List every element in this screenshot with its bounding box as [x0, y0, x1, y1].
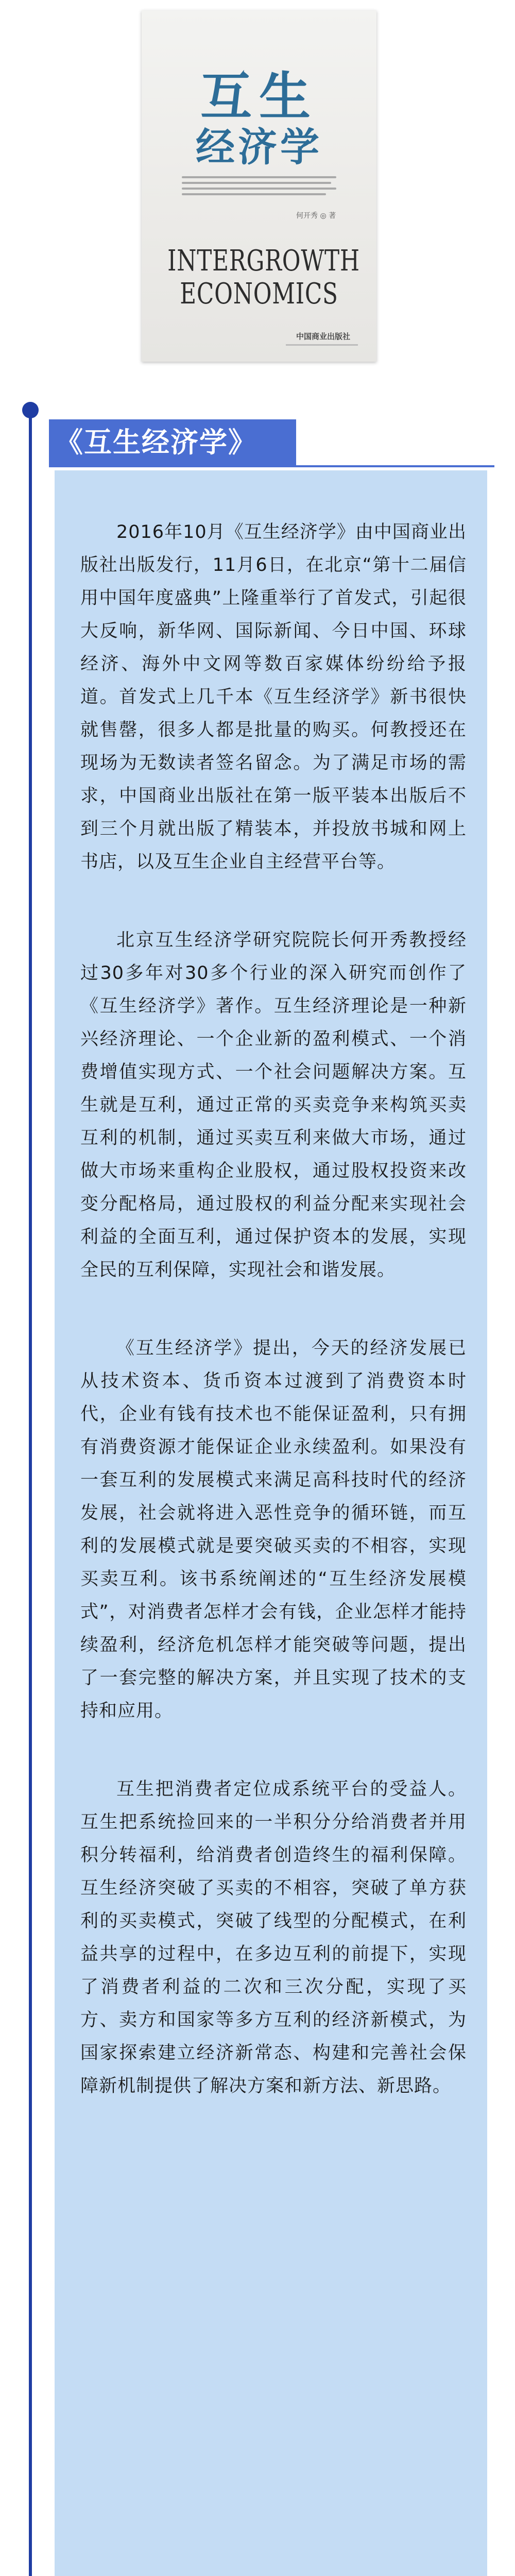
heading-underline: [49, 465, 494, 467]
cover-subtitle: 经济学: [196, 124, 322, 170]
cover-english-title: INTERGROWTH ECONOMICS: [167, 244, 360, 311]
section-heading: 《互生经济学》: [49, 419, 296, 466]
timeline-line: [29, 404, 32, 2576]
paragraph-4: 互生把消费者定位成系统平台的受益人。互生把系统捡回来的一半积分分给消费者并用积分转福利，给消费者创造终生的福利保障。互生经济突破了买卖的不相容，突破了单方获利的买卖模式，突破了线型的分配模式，在利益共享的过程中，在多边互利的前提下，实现了消费者利益的二次和三次分配，实现了买方、卖方和国家等多方互利的经济新模式，为国家探索建立经济新常态、构建和完善社会保障新机制提供了解决方案和新方法、新思路。: [80, 1779, 467, 2096]
paragraph-1: 2016年10月《互生经济学》由中国商业出版社出版发行，11月6日，在北京“第十二届信用中国年度盛典”上隆重举行了首发式，引起很大反响，新华网、国际新闻、今日中国、环球经济、海外中文网等数百家媒体纷纷给予报道。首发式上几千本《互生经济学》新书很快就售罄，很多人都是批量的购买。何教授还在现场为无数读者签名留念。为了满足市场的需求，中国商业出版社在第一版平装本出版后不到三个月就出版了精装本，并投放书城和网上书店，以及互生企业自主经营平台等。: [80, 522, 467, 872]
article-panel: [55, 470, 487, 2576]
book-cover: [142, 10, 376, 362]
cover-blurb-lines: [182, 176, 336, 199]
timeline-dot: [22, 402, 39, 418]
cover-publisher-line: [286, 344, 358, 346]
paragraph-2: 北京互生经济学研究院院长何开秀教授经过30多年对30多个行业的深入研究而创作了《互生经济学》著作。互生经济理论是一种新兴经济理论、一个企业新的盈利模式、一个消费增值实现方式、一个社会问题解决方案。互生就是互利，通过正常的买卖竞争来构筑买卖互利的机制，通过买卖互利来做大市场，通过做大市场来重构企业股权，通过股权投资来改变分配格局，通过股权的利益分配来实现社会利益的全面互利，通过保护资本的发展，实现全民的互利保障，实现社会和谐发展。: [80, 930, 467, 1280]
cover-publisher: 中国商业出版社: [296, 332, 351, 341]
cover-title: 互生: [200, 66, 318, 127]
cover-author: 何开秀 ◎ 著: [296, 212, 336, 220]
paragraph-3: 《互生经济学》提出，今天的经济发展已从技术资本、货币资本过渡到了消费资本时代，企业有钱有技术也不能保证盈利，只有拥有消费资源才能保证企业永续盈利。如果没有一套互利的发展模式来满足高科技时代的经济发展，社会就将进入恶性竞争的循环链，而互利的发展模式就是要突破买卖的不相容，实现买卖互利。该书系统阐述的“互生经济发展模式”，对消费者怎样才会有钱，企业怎样才能持续盈利，经济危机怎样才能突破等问题，提出了一套完整的解决方案，并且实现了技术的支持和应用。: [80, 1338, 467, 1721]
